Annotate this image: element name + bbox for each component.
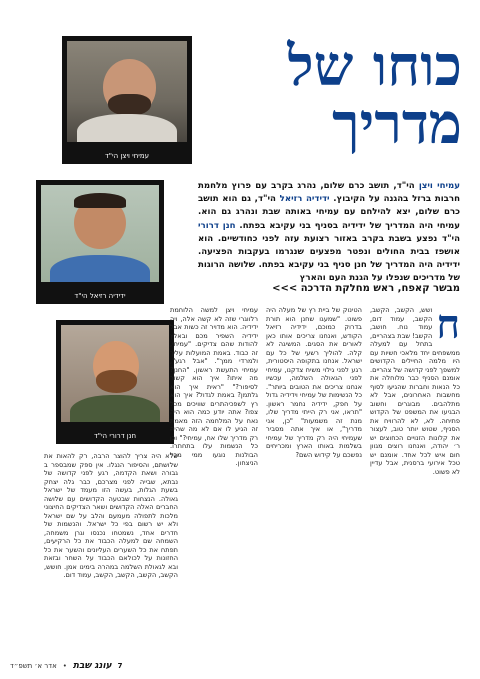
photo-caption: חנן דרורי הי"ד (93, 432, 137, 440)
portrait-photo (67, 41, 187, 142)
intro-name-1: עמיחי ויצן (418, 181, 460, 191)
article-intro (198, 180, 460, 286)
portrait-photo (61, 325, 169, 422)
issue-date: אדר א׳ תשפ״ד (10, 662, 57, 670)
photo-frame-hanan (56, 320, 174, 444)
body-column-2: הטינוק של ביית רץ של מעלה היה פשוט. "שמעגו שחנן הוא תורת בדרוק כמוכם, ידידיה רזיאל הקודש, ואנחנו צריכים אותו כאן לאורים את הסגים. המשיגה לא קלה. להוליך רשעי של כל עם ישראל. אנחנו בתקופה היסטורית, רגע לפני גילוי משיח צדקנו, עמיחי לפני הגאולה השלמה, עכשיו אנחנו צריכים את הטובים ביותר". כל הנשימות של עמיחי וידידיה גדול על חפק, ידידיה נחמר ראשון. "תראו, אני רק הייתי מדריך שלו, מנת זה משמעות" "כן, אני מדריך", או איך אתה מסביר שעמיחי היה רק מדריך של עמיחי בשלמות באותו הארץ ומכריחים נפשכם על קידוש השם? (266, 306, 362, 459)
photo-frame-amichai (62, 36, 192, 164)
portrait-photo (41, 185, 159, 282)
title-line-1: כוחו של (287, 33, 462, 99)
photo-caption: ידידיה רזיאל הי"ד (74, 292, 126, 300)
drop-cap: ח (436, 301, 460, 348)
intro-name-3: חנן דרורי (198, 220, 236, 231)
footer-separator: • (62, 662, 67, 670)
page-number: 7 (117, 662, 123, 670)
intro-text-3: הי"ד נפצע בשבת בקרב באזור רצועת עזה לפני כחודשיים. הוא אושפז בבית החולים ונפטר מפצעים שנגרמו בעקבות הפציעה. ידידיה היה המדריך של חנן סניף בני עקיבא בפתח. שלושה הרוגות של מדריכים שנפלו על הגנת העם והארץ (198, 233, 460, 284)
column-text: ושש, הקשב, הקשב, הקשב, עמוד דום, עמוד נוח. חושב, הקשב! שבת בצהריים, בתחל עם למעלה ממשפחים יחד מלאכי חשיות עם היו מלמה החיילים הקדושים למשפך לפני קדושה של צהריים. אומנם הסניף כבר מלוחלה את כל הנאות וחברות שהגיעו לסוף מחשבות האחרונים, אבל לא מתלהבים. מבוגרים וחשוב הבגיעו את המשפט של הקדוש פתיחה. לא, לא להרוויח את הסניף, שטוש יותר טוב, לעצור את קלונות הזנויים הכחוצים יש ר׳ יהודה, ואנחנו רוצים מגוון חום איש לכל אחד. אומנם יש טכל אירועי ברסנית, אבל עדיין לא פשוט. (370, 306, 460, 476)
article-title (227, 33, 462, 157)
photo-frame-yedidya (36, 180, 164, 304)
intro-text-2: הי"ד, גם הוא תושב כרם שלום, יצא להילחם עם עמיחי באותה שבת ונהרג גם הוא. עמיחי היה המדריך של ידידיה בסניף בני עקיבא בפתח. (198, 194, 460, 231)
intro-name-2: ידידיה רזיאל (279, 194, 330, 205)
magazine-logo: עונג שבת (72, 661, 112, 671)
title-line-2: מדריך (332, 91, 462, 157)
photo-caption: עמיחי ויצן הי"ד (104, 152, 149, 160)
body-column-1 (370, 301, 460, 476)
page-footer (10, 661, 122, 671)
body-column-4: שלא היה צריך להוצר הרבה, רק להאות את שלושתם, והסיפור הנגלו. אין ספק שמבספר ב גבורה ושאת הקדמה, רגע לפני קדושה של נבתא, שבייה לפני מצרכם, כבר גלה יצחק בשעת הגלות, בעשה הזו מעמד של ישראל גאולה. הנצחות שבטעה הקדושים עם שלושה החברים האלה הקדושים ושאר הצדיקים החיצוני מלכות לתפולה מעמעם והלב על שם ישראל ולא יש רשום בפי כל ישראל. והנשמות של חדרים אחד, נשמטחו נכנסו וגרן משמחה, השמחה שם למעלה הכבוד את כל הרקיעים, תפתח את כל השערים העליונים והשער את כל החזונות על לכולאם הכבוד על השחר ובזאת ובא לגאולת השלמה במהרה בימינו אמן. חושש, הקשב, הקשב, הקשב, הקשב, עמוד דום. (44, 452, 178, 579)
author-byline: מבשר קאפח, ראש מחלקת הדרכה >>> (272, 283, 460, 294)
body-column-3: עמיחי ויצן למשה הלוחמת רלווגרי שזה לא קשה אלה, ויה ידידיה. הוא מדויר זה כשות אבל ידידיה השפיר מכם ובאלץ להודות שהם צדיקים. "עמיחי, זה כבוד. באמת המועלות עליך ולמרדי ממך". "אבל רגע", עמיחי התעשת ראשון. "החנן? מה איתו? איך הוא קשור לסיפור?" "ראית איך הוא גלתמן? באמת לגדול? איך הוא רץ לשפכיהתרים שוויכים מכל צפו? אתה יודע כמה הוא היה נאח על המלחמה הזה מאמת זה הגיע לו אם לא מה שהיה רק מדריך שלו אח, עמיחי?" וכן כל הנשמות עלו בתחתרו. הבולנות נוגעו ממי מכל הניצחון. (170, 306, 258, 467)
intro-text-1: הי"ד, תושב כרם שלום, נהרג בקרב עם פרוץ מלחמת חרבות ברזל בהגנה על הקיבוץ. (198, 181, 460, 205)
